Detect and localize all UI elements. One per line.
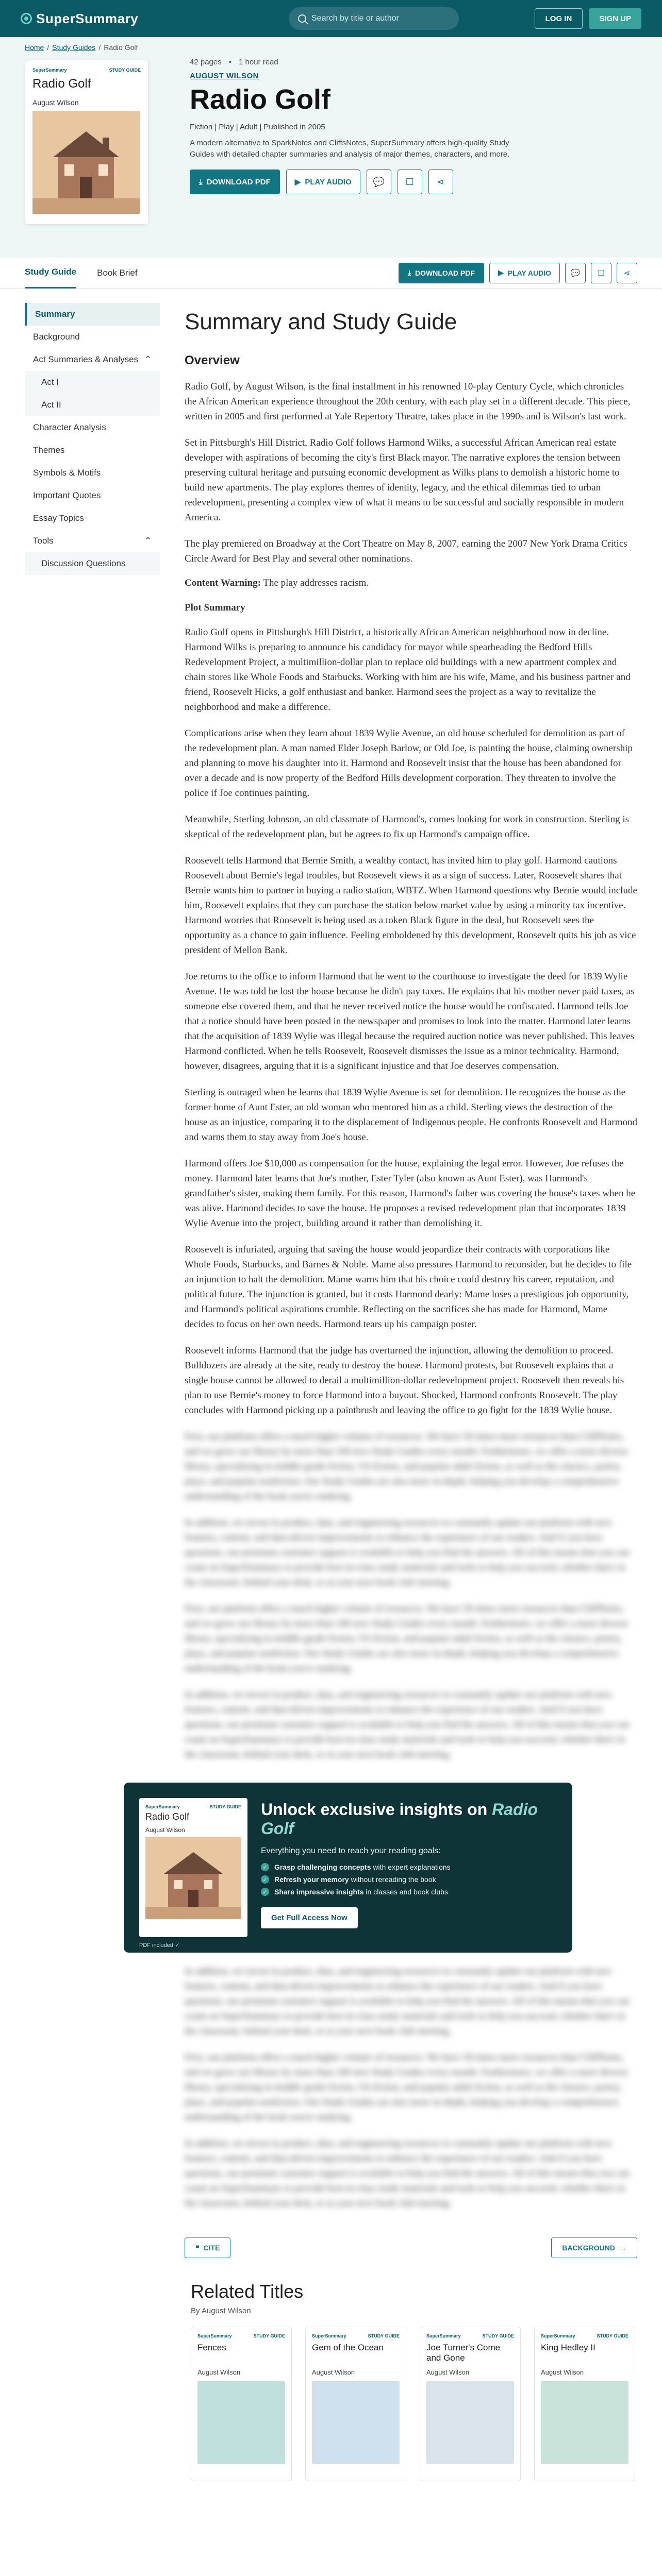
arrow-right-icon: → <box>619 2244 626 2252</box>
top-navbar <box>0 0 662 37</box>
check-icon: ✓ <box>261 1863 269 1871</box>
plot-paragraph: Joe returns to the office to inform Harmond that he went to the courthouse to investigate the deed for 1839 Wylie Avenue. He was told he lost the house because he didn't pay taxes. He explains that his mother never paid taxes, as someone else covered them, and that he never received notice the house would be confiscated. Harmond tells Joe that a notice should have been posted in the newspaper and promises to look into the matter. Harmond later learns that the acquisition of 1839 Wylie was illegal because the required auction notice was never published. This leaves Harmond conflicted. When he tells Roosevelt, Roosevelt dismisses the issue as a minor technicality. Harmond, however, disagrees, arguing that it is a significant injustice and that Joe deserves compensation. <box>185 971 635 1072</box>
cover-author: August Wilson <box>145 1826 185 1834</box>
benefit-bold: Refresh your memory <box>274 1875 349 1884</box>
play-audio-label: PLAY AUDIO <box>305 177 352 187</box>
book-hero <box>0 37 662 258</box>
breadcrumb-study-guides[interactable]: Study Guides <box>52 43 96 52</box>
plot-paragraph: Roosevelt is infuriated, arguing that saving the house would jeopardize their contracts with corporations like Whole Foods, Starbucks, and Barnes & Noble. Mame also pressures Harmond to reconsider, but he decides to file an injunction to halt the demolition. Mame warns him that his choice could destroy his career, reputation, and political future. The injunction is granted, but it costs Harmond dearly: Mame loses a prestigious job opportunity, and Harmond's political aspirations crumble. Reflecting on the sacrifices she has made for Harmond, Mame decides to focus on her own needs. Harmond tears up his campaign poster. <box>185 1244 632 1330</box>
sidebar <box>25 289 160 2258</box>
cover-author: August Wilson <box>32 98 79 107</box>
cover-badge: STUDY GUIDE <box>209 1804 241 1809</box>
cover-badge: STUDY GUIDE <box>109 67 141 73</box>
locked-paragraph: In addition, we invest in product, data, and engineering resources to constantly update our platform with new features, content, and data-driven improvements to enhance the experience of our readers. And if you have questions, our premium customer support is available to help you find the answers. All of this means that you can count on SuperSummary to provide best-in-class study materials and tools to help you succeed, whether that's in the classroom, behind your desk, or at your next book club meeting. <box>185 1689 630 1760</box>
next-section-button[interactable] <box>551 2238 637 2258</box>
locked-paragraph: First, our platform offers a much higher volume of resources. We have 50 times more resources than CliffNotes, and we grow our library by more than 100 new Study Guides every month. Furthermore, we offer a more diverse library, specializing in middle grade fiction, YA fiction, and popular adult fiction, as well as the classics, poetry, plays, and popular nonfiction. Our Study Guides are also more in-depth, helping you develop a comprehensive understanding of the book you're studying. <box>185 2052 628 2123</box>
sidebar-item-themes[interactable] <box>25 439 160 462</box>
sidebar-item-label: Summary <box>35 309 75 319</box>
sticky-chat-button[interactable] <box>565 263 586 283</box>
benefit-list <box>261 1863 557 1896</box>
sidebar-item-tools[interactable] <box>25 530 160 552</box>
benefit-bold: Share impressive insights <box>274 1888 364 1896</box>
cover-illustration-icon <box>426 2381 514 2464</box>
cover-badge: STUDY GUIDE <box>368 2333 400 2338</box>
meta-separator: • <box>228 58 231 66</box>
share-icon: ⋖ <box>623 268 631 278</box>
brand-logo[interactable] <box>21 11 289 27</box>
cover-badge: STUDY GUIDE <box>597 2333 628 2338</box>
house-illustration-icon <box>32 111 140 214</box>
play-icon: ▶ <box>294 178 301 187</box>
benefit-item <box>261 1875 557 1884</box>
download-pdf-label: DOWNLOAD PDF <box>415 268 475 277</box>
tab-book-brief[interactable]: Book Brief <box>97 267 138 278</box>
sidebar-item-symbols[interactable] <box>25 462 160 484</box>
cover-title: Radio Golf <box>145 1811 190 1822</box>
sticky-share-button[interactable] <box>617 263 637 283</box>
book-description: A modern alternative to SparkNotes and CliffsNotes, SuperSummary offers high-quality Study Guides with detailed chapter summaries and analysis of major themes, characters, and more. <box>190 139 510 159</box>
unlock-subtitle: Everything you need to reach your reading goals: <box>261 1846 441 1855</box>
related-card[interactable] <box>191 2327 292 2481</box>
related-author: August Wilson <box>541 2368 584 2376</box>
sticky-play-audio-button[interactable] <box>489 263 560 283</box>
locked-paragraph: In addition, we invest in product, data, and engineering resources to constantly update our platform with new features, content, and data-driven improvements to enhance the experience of our readers. And if you have questions, our premium customer support is available to help you find the answers. All of this means that you can count on SuperSummary to provide best-in-class study materials and tools to help you succeed, whether that's in the classroom, behind your desk, or at your next book club meeting. <box>185 1966 630 2037</box>
sidebar-item-label: Background <box>33 332 80 342</box>
plot-paragraph: Harmond offers Joe $10,000 as compensation for the house, explaining the legal error. However, Joe refuses the money. Harmond later learns that Joe's mother, Ester Tyler (also known as Aunt Ester), was Harmond's grandfather's sister, making them family. For this reason, Harmond's father was covering the house's taxes when he was alive. Harmond decides to save the house. He proposes a revised redevelopment plan that incorporates 1839 Wylie Avenue into the project, building around it rather than demolishing it. <box>185 1158 636 1229</box>
chat-button[interactable] <box>367 170 391 194</box>
sidebar-subgroup-acts <box>25 371 160 416</box>
bookmark-icon: ☐ <box>598 268 605 278</box>
benefit-bold: Grasp challenging concepts <box>274 1863 371 1871</box>
related-titles <box>0 2281 662 2481</box>
locked-content <box>139 1429 637 2211</box>
cover-illustration-icon <box>197 2381 285 2464</box>
sidebar-item-label: Tools <box>33 536 54 546</box>
breadcrumb <box>25 43 138 52</box>
page-title: Radio Golf <box>190 84 330 115</box>
get-full-access-button[interactable]: Get Full Access Now <box>261 1907 358 1928</box>
breadcrumb-current: Radio Golf <box>104 43 138 52</box>
unlock-paywall <box>124 1783 572 1953</box>
sidebar-item-label: Essay Topics <box>33 513 84 523</box>
unlock-text <box>261 1798 557 1937</box>
logo-icon <box>21 13 32 24</box>
cover-badge: STUDY GUIDE <box>253 2333 285 2338</box>
unlock-title <box>261 1800 557 1838</box>
sidebar-item-background[interactable] <box>25 326 160 348</box>
sidebar-item-label: Themes <box>33 445 65 455</box>
cite-button[interactable] <box>185 2238 230 2258</box>
benefit-rest: with expert explanations <box>371 1863 451 1871</box>
related-heading: Related Titles <box>191 2281 304 2302</box>
cover-header <box>312 2333 400 2338</box>
cover-illustration-icon <box>541 2381 628 2464</box>
house-illustration-icon <box>145 1837 241 1919</box>
cover-brand: SuperSummary <box>312 2333 346 2338</box>
pdf-included-note <box>139 1942 179 1948</box>
content-warning-text: The play addresses racism. <box>260 578 369 588</box>
locked-paragraph: First, our platform offers a much higher volume of resources. We have 50 times more resources than CliffNotes, and we grow our library by more than 100 new Study Guides every month. Furthermore, we offer a more diverse library, specializing in middle grade fiction, YA fiction, and popular adult fiction, as well as the classics, poetry, plays, and popular nonfiction. Our Study Guides are also more in-depth, helping you develop a comprehensive understanding of the book you're studying. <box>185 1431 628 1502</box>
related-subheading: By August Wilson <box>191 2307 251 2315</box>
content-warning-label: Content Warning: <box>185 578 261 588</box>
breadcrumb-home[interactable]: Home <box>25 43 44 52</box>
tab-study-guide[interactable]: Study Guide <box>25 258 76 289</box>
related-author: August Wilson <box>312 2368 355 2376</box>
guide-tabs <box>0 258 662 289</box>
sidebar-item-label: Act Summaries & Analyses <box>33 354 139 364</box>
breadcrumb-separator: / <box>47 43 49 52</box>
related-title: Gem of the Ocean <box>312 2343 384 2352</box>
book-tags: Fiction | Play | Adult | Published in 2005 <box>190 123 325 131</box>
chat-icon: 💬 <box>373 176 385 187</box>
share-button[interactable] <box>428 170 453 194</box>
share-icon: ⋖ <box>437 176 445 187</box>
search-icon <box>298 14 306 23</box>
sidebar-item-quotes[interactable] <box>25 484 160 507</box>
cover-brand: SuperSummary <box>426 2333 461 2338</box>
unlock-title-prefix: Unlock exclusive insights on <box>261 1800 492 1819</box>
main-layout <box>0 289 662 2258</box>
sidebar-item-label: Character Analysis <box>33 422 106 432</box>
cover-brand: SuperSummary <box>197 2333 232 2338</box>
read-time: 1 hour read <box>239 58 278 66</box>
cover-title: Radio Golf <box>32 77 91 91</box>
login-button[interactable]: LOG IN <box>535 8 583 29</box>
search-bar[interactable] <box>289 7 459 30</box>
sidebar-item-character-analysis[interactable] <box>25 416 160 439</box>
chevron-up-icon: ⌃ <box>144 354 152 364</box>
play-audio-button[interactable] <box>286 170 360 194</box>
cover-header <box>32 67 141 73</box>
chat-icon: 💬 <box>570 268 581 278</box>
breadcrumb-separator: / <box>98 43 101 52</box>
section-title: Summary and Study Guide <box>185 309 457 334</box>
related-title: Joe Turner's Come and Gone <box>426 2343 501 2363</box>
related-card[interactable] <box>305 2327 406 2481</box>
sidebar-item-essay-topics[interactable] <box>25 507 160 530</box>
related-grid <box>191 2327 637 2481</box>
related-author: August Wilson <box>197 2368 241 2376</box>
locked-paragraph: In addition, we invest in product, data, and engineering resources to constantly update our platform with new features, content, and data-driven improvements to enhance the experience of our readers. And if you have questions, our premium customer support is available to help you find the answers. All of this means that you can count on SuperSummary to provide best-in-class study materials and tools to help you succeed, whether that's in the classroom, behind your desk, or at your next book club meeting. <box>185 2138 630 2209</box>
plot-paragraph: Roosevelt informs Harmond that the judge has overturned the injunction, allowing the demolition to proceed. Bulldozers are already at the site, ready to destroy the house. Harmond protests, but Roosevelt explains that a single house cannot be allowed to derail a multimillion-dollar redevelopment project. Roosevelt then reveals his plan to use Bernie's money to force Harmond into a buyout. Shocked, Harmond confronts Roosevelt. The play concludes with Harmond picking up a paintbrush and leaving the office to go fight for the 1839 Wylie house. <box>185 1345 624 1416</box>
sidebar-item-summary[interactable] <box>25 303 160 326</box>
play-audio-label: PLAY AUDIO <box>507 268 551 277</box>
locked-paragraph: First, our platform offers a much higher volume of resources. We have 50 times more resources than CliffNotes, and we grow our library by more than 100 new Study Guides every month. Furthermore, we offer a more diverse library, specializing in middle grade fiction, YA fiction, and popular adult fiction, as well as the classics, poetry, plays, and popular nonfiction. Our Study Guides are also more in-depth, helping you develop a comprehensive understanding of the book you're studying. <box>185 1603 628 1674</box>
download-icon: ⤓ <box>199 177 203 187</box>
guide-content <box>139 289 638 2258</box>
chevron-up-icon: ⌃ <box>144 536 152 546</box>
overview-heading: Overview <box>185 353 240 367</box>
section-nav <box>185 2238 637 2258</box>
cover-header <box>426 2333 514 2338</box>
cover-brand: SuperSummary <box>32 67 67 73</box>
check-icon: ✓ <box>175 1942 180 1948</box>
related-title: Fences <box>197 2343 226 2352</box>
bookmark-button[interactable] <box>398 170 422 194</box>
sticky-download-pdf-button[interactable] <box>399 263 484 283</box>
page-count: 42 pages <box>190 58 222 66</box>
cover-header <box>541 2333 628 2338</box>
book-info <box>190 58 633 194</box>
quote-icon: ❝ <box>195 2243 200 2252</box>
benefit-rest: in classes and book clubs <box>363 1888 448 1896</box>
brand-name: SuperSummary <box>36 10 139 26</box>
sticky-bookmark-button[interactable] <box>591 263 611 283</box>
sidebar-item-discussion-questions[interactable]: Discussion Questions <box>41 558 126 568</box>
download-pdf-button[interactable] <box>190 170 280 194</box>
benefit-item <box>261 1888 557 1896</box>
related-author: August Wilson <box>426 2368 470 2376</box>
unlock-book-cover <box>139 1798 247 1948</box>
hero-actions <box>190 170 633 194</box>
next-label: BACKGROUND <box>562 2244 615 2252</box>
overview-paragraph: Set in Pittsburgh's Hill District, Radio Golf follows Harmond Wilks, a successful African American real estate developer with aspirations of becoming the city's first Black mayor. The narrative explores the tension between preserving cultural heritage and pursuing economic development as Wilks plans to demolish a historic home to build new apartments. The play explores themes of identity, legacy, and the ethical dilemmas tied to urban redevelopment, presenting a complex view of what it means to be successful and socially responsible in modern America. <box>185 437 624 523</box>
plot-summary-heading: Plot Summary <box>185 602 245 613</box>
overview-paragraph: Radio Golf, by August Wilson, is the final installment in his renowned 10-play Century Cycle, which chronicles the African American experience throughout the 20th century, with each play set in a different decade. This piece, written in 2005 and first performed at Yale Repertory Theatre, takes place in the 1990s and is Wilson's last work. <box>185 381 631 422</box>
download-icon: ⤓ <box>407 268 411 277</box>
unlock-title-book: Radio Golf <box>261 1800 538 1838</box>
search-input[interactable] <box>311 14 445 23</box>
sidebar-subgroup-tools <box>25 552 160 575</box>
plot-paragraph: Radio Golf opens in Pittsburgh's Hill District, a historically African American neighborhood now in decline. Harmond Wilks is preparing to announce his candidacy for mayor while spearheading the Bedford Hills Redevelopment Project, a multimillion-dollar plan to replace old buildings with a new apartment complex and chain stores like Whole Foods and Starbucks. Working with him are his wife, Mame, and his business partner and friend, Roosevelt Hicks, a golf enthusiast and banker. Harmond sees the project as a way to revitalize the neighborhood and make a difference. <box>185 627 631 713</box>
author-link[interactable]: AUGUST WILSON <box>190 72 259 80</box>
content-warning <box>185 578 637 589</box>
sidebar-item-label: Important Quotes <box>33 490 101 500</box>
cover-brand: SuperSummary <box>541 2333 575 2338</box>
bookmark-icon: ☐ <box>405 176 414 187</box>
benefit-item <box>261 1863 557 1871</box>
cover-brand: SuperSummary <box>145 1804 180 1809</box>
pdf-included-label: PDF included <box>139 1942 174 1948</box>
sticky-actions <box>399 263 637 283</box>
play-icon: ▶ <box>498 268 504 277</box>
plot-paragraph: Meanwhile, Sterling Johnson, an old classmate of Harmond's, comes looking for work in construction. Sterling is skeptical of the redevelopment plan, but he agrees to fix up Harmond's campaign office. <box>185 814 629 840</box>
cite-label: CITE <box>203 2244 220 2252</box>
download-pdf-label: DOWNLOAD PDF <box>206 177 271 187</box>
sidebar-item-act-ii[interactable]: Act II <box>41 400 61 410</box>
check-icon: ✓ <box>261 1875 269 1884</box>
sidebar-item-act-i[interactable]: Act I <box>41 377 59 387</box>
sidebar-item-label: Symbols & Motifs <box>33 468 101 478</box>
cover-header <box>197 2333 285 2338</box>
plot-paragraph: Roosevelt tells Harmond that Bernie Smith, a wealthy contact, has invited him to play golf. Harmond cautions Roosevelt about Bernie's legal troubles, but Roosevelt views it as a sign of success. Later, Roosevelt shares that Bernie wants him to partner in buying a radio station, WBTZ. When Harmond questions why Bernie would include him, Roosevelt explains that they can purchase the station below market value by using a minority tax incentive. Harmond worries that Roosevelt is being used as a token Black figure in the deal, but Roosevelt sees the opportunity as a chance to gain influence. Feeling emboldened by this development, Roosevelt quits his job as vice president of Mellon Bank. <box>185 855 637 956</box>
sidebar-item-act-summaries[interactable] <box>25 348 160 371</box>
signup-button[interactable]: SIGN UP <box>589 8 641 29</box>
book-cover <box>25 60 148 225</box>
benefit-rest: without rereading the book <box>349 1875 436 1884</box>
cover-badge: STUDY GUIDE <box>482 2333 514 2338</box>
locked-paragraph: In addition, we invest in product, data, and engineering resources to constantly update our platform with new features, content, and data-driven improvements to enhance the experience of our readers. And if you have questions, our premium customer support is available to help you find the answers. All of this means that you can count on SuperSummary to provide best-in-class study materials and tools to help you succeed, whether that's in the classroom, behind your desk, or at your next book club meeting. <box>185 1517 630 1588</box>
cover-header <box>145 1804 241 1809</box>
related-card[interactable] <box>534 2327 635 2481</box>
related-title: King Hedley II <box>541 2343 595 2352</box>
book-meta <box>190 58 633 66</box>
check-icon: ✓ <box>261 1888 269 1896</box>
auth-actions <box>535 8 641 29</box>
related-card[interactable] <box>420 2327 521 2481</box>
plot-paragraph: Sterling is outraged when he learns that 1839 Wylie Avenue is set for demolition. He recognizes the house as the former home of Aunt Ester, an old woman who mentored him as a child. Sterling views the destruction of the house as an injustice, comparing it to the displacement of Indigenous people. He confronts Roosevelt and Harmond and warns them to stay away from Joe's house. <box>185 1087 638 1143</box>
cover-illustration-icon <box>312 2381 400 2464</box>
plot-paragraph: Complications arise when they learn about 1839 Wylie Avenue, an old house scheduled for demolition as part of the redevelopment plan. A man named Elder Joseph Barlow, or Old Joe, is painting the house, claiming ownership and planning to move his daughter into it. Harmond and Roosevelt insist that the house has been abandoned for over a decade and is now property of the Bedford Hills development corporation. They threaten to involve the police if Joe continues painting. <box>185 728 633 799</box>
overview-paragraph: The play premiered on Broadway at the Cort Theatre on May 8, 2007, earning the 2007 New York Drama Critics Circle Award for Best Play and several other nominations. <box>185 538 627 564</box>
